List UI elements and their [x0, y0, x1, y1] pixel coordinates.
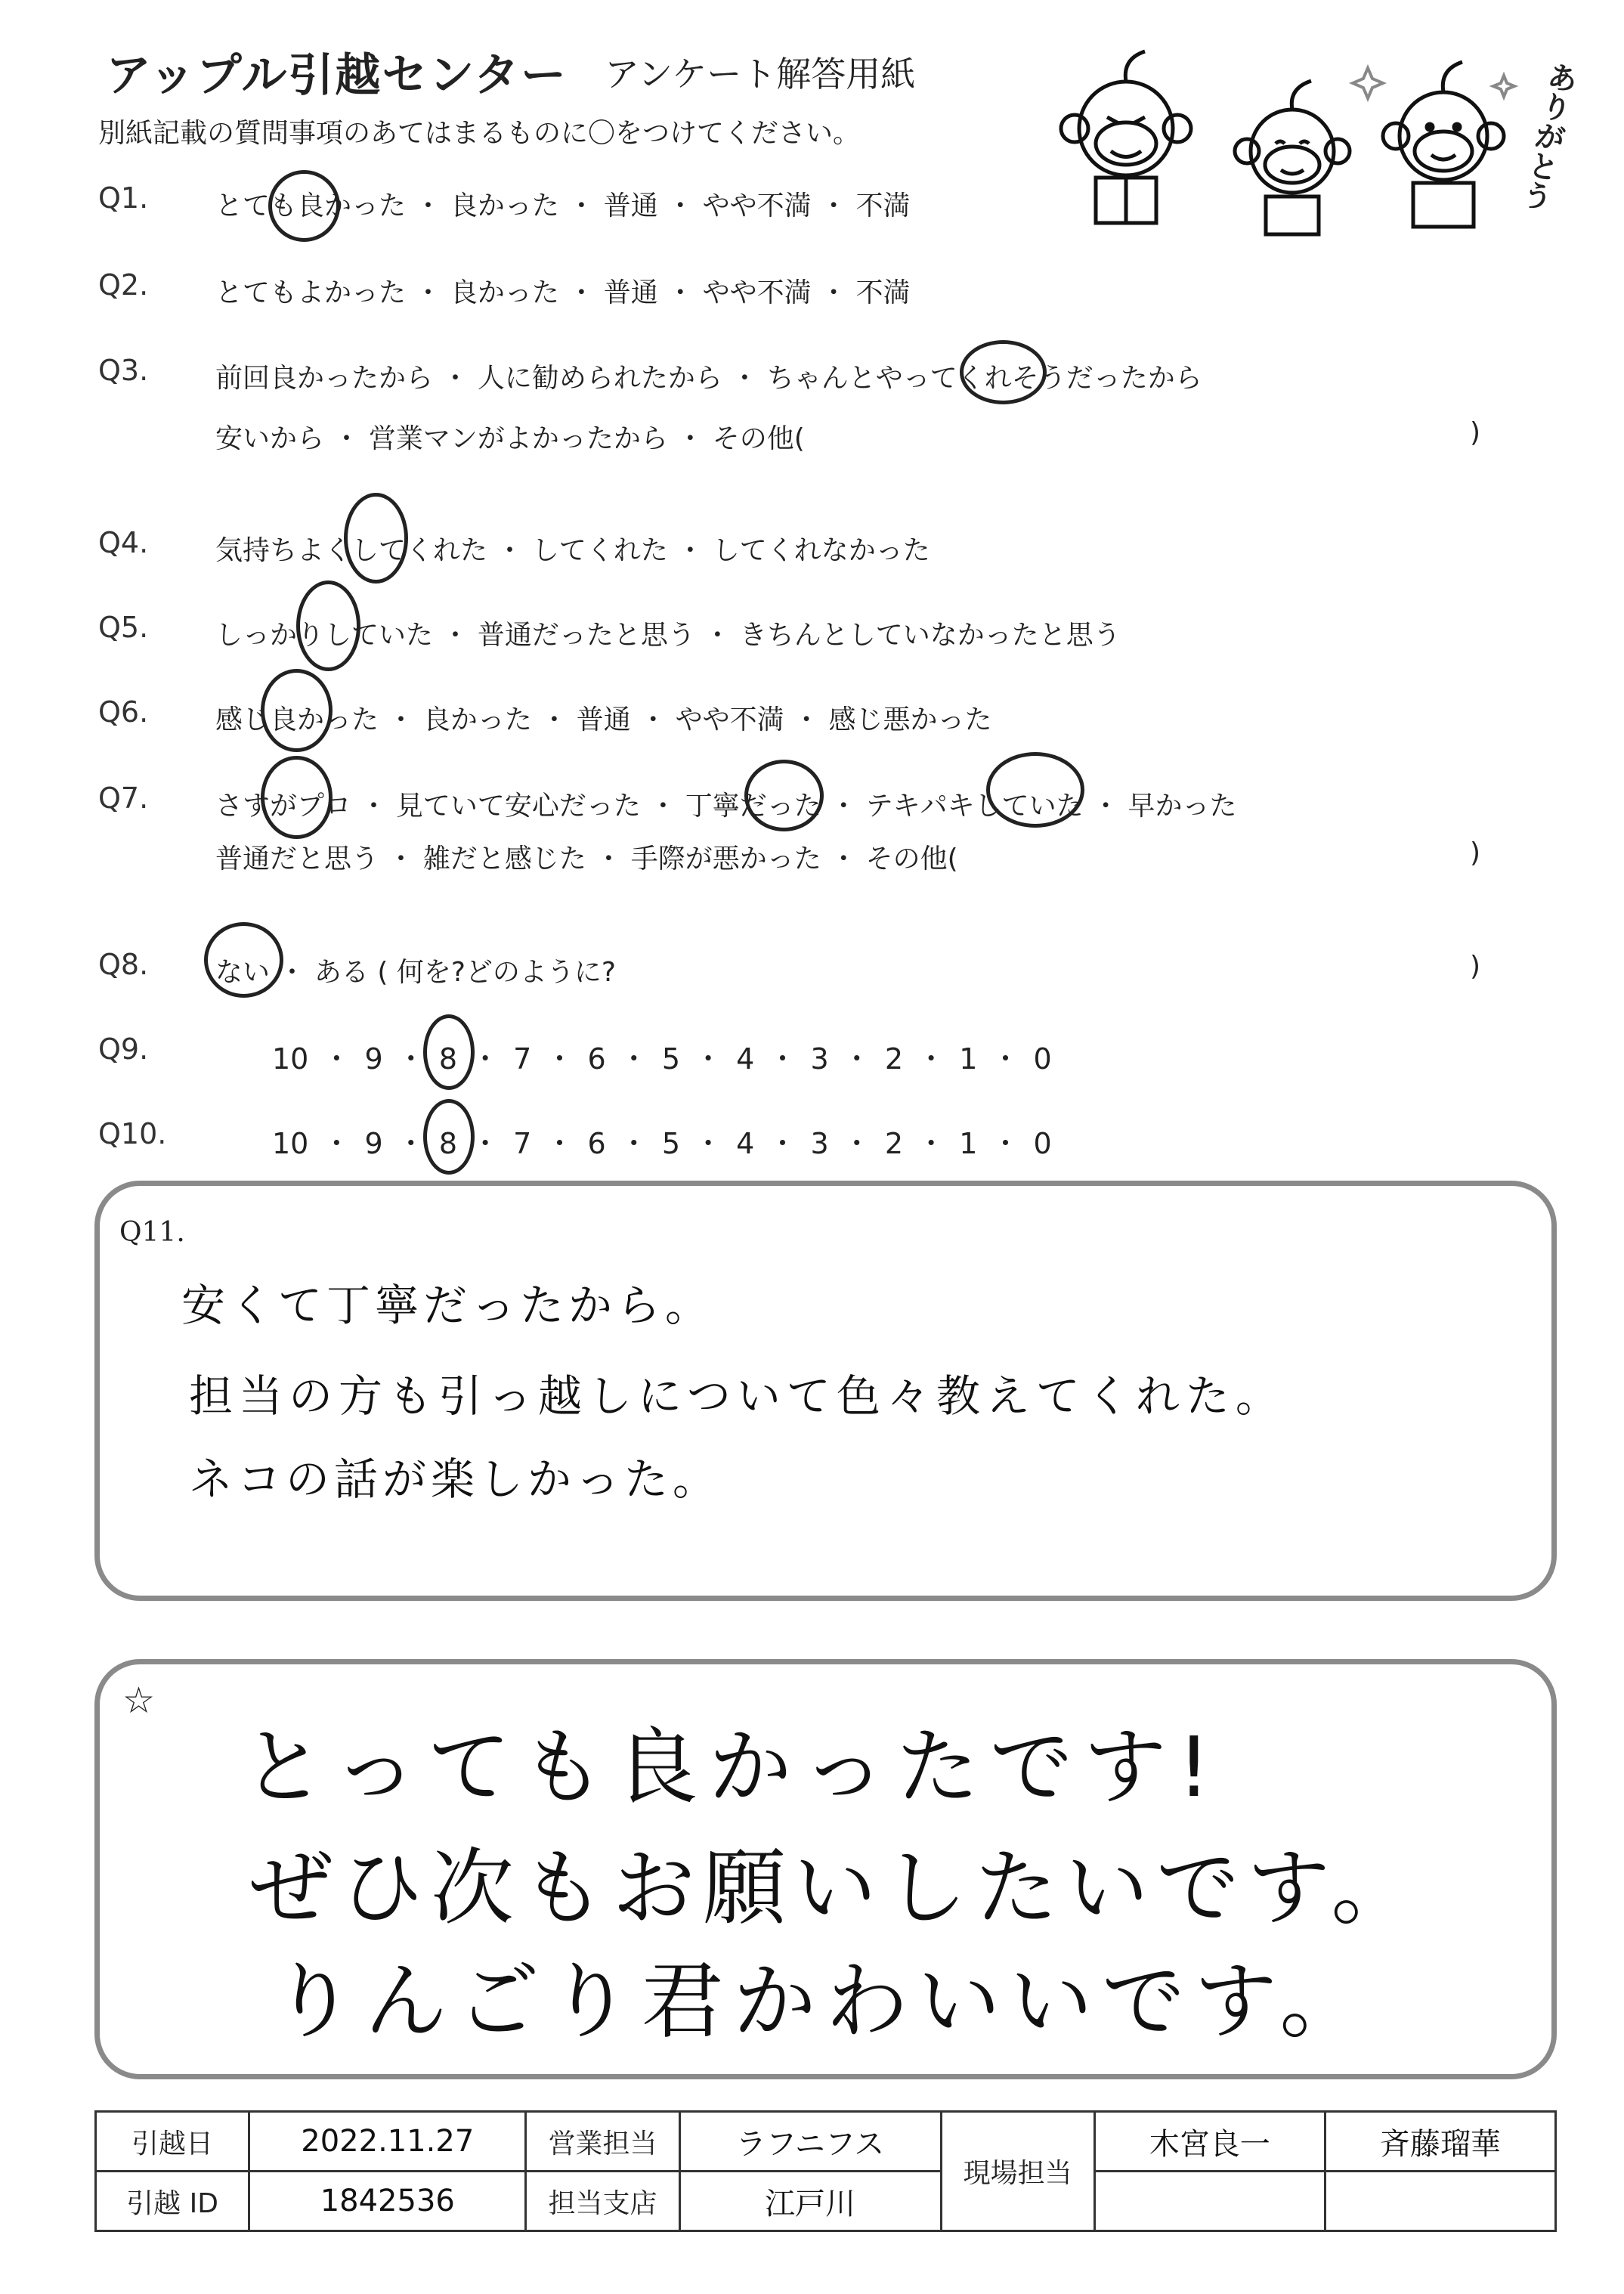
comment-line3: りんごり君かわいいです。 — [272, 1953, 1372, 2050]
q8-close-paren: ) — [1470, 951, 1481, 982]
answer-circle-q8 — [204, 922, 283, 998]
q3-options-line1: 前回良かったから ・ 人に勧められたから ・ ちゃんとやってくれそうだったから — [215, 363, 1202, 394]
q11-answer-line3: ネコの話が楽しかった。 — [189, 1453, 722, 1505]
q7-options-line1: さすがプロ ・ 見ていて安心だった ・ 丁寧だった ・ テキパキしていた ・ 早かった — [215, 791, 1237, 822]
q7-options-line2: 普通だと思う ・ 雑だと感じた ・ 手際が悪かった ・ その他( — [215, 844, 958, 875]
q11-answer-line2: 担当の方も引っ越しについて色々教えてくれた。 — [189, 1370, 1285, 1422]
q6-label: Q6. — [98, 695, 149, 729]
answer-circle-q3 — [960, 340, 1047, 404]
q2-label: Q2. — [98, 268, 149, 302]
q6-options: 感じ良かった ・ 良かった ・ 普通 ・ やや不満 ・ 感じ悪かった — [215, 704, 992, 735]
q5-options: しっかりしていた ・ 普通だったと思う ・ きちんとしていなかったと思う — [215, 620, 1121, 651]
q1-label: Q1. — [98, 181, 149, 215]
branch-value: 江戸川 — [679, 2172, 941, 2231]
site-staff-label: 現場担当 — [941, 2112, 1094, 2231]
q2-options: とてもよかった ・ 良かった ・ 普通 ・ やや不満 ・ 不満 — [215, 277, 911, 308]
answer-circle-q9 — [423, 1014, 475, 1090]
info-table — [94, 2110, 1557, 2232]
q8-options: ない ・ ある ( 何を?どのように? — [215, 957, 617, 988]
q11-label: Q11. — [119, 1217, 185, 1248]
move-date-value: 2022.11.27 — [249, 2112, 526, 2172]
comment-line1: とっても良かったです! — [242, 1719, 1221, 1816]
mascot-illustration — [1035, 45, 1581, 242]
site-staff-empty-1 — [1094, 2172, 1325, 2231]
q11-answer-line1: 安くて丁寧だったから。 — [181, 1280, 714, 1331]
q4-label: Q4. — [98, 526, 149, 559]
star-icon: ☆ — [122, 1679, 156, 1722]
answer-circle-q1 — [268, 170, 340, 242]
move-id-label: 引越 ID — [96, 2172, 249, 2231]
q10-label: Q10. — [98, 1117, 167, 1150]
q8-label: Q8. — [98, 948, 149, 981]
q3-close-paren: ) — [1470, 417, 1481, 448]
q4-options: 気持ちよくしてくれた ・ してくれた ・ してくれなかった — [215, 535, 930, 566]
q7-close-paren: ) — [1470, 837, 1481, 868]
sales-value: ラフニフス — [679, 2112, 941, 2172]
q7-label: Q7. — [98, 782, 149, 815]
answer-circle-q7-polite — [744, 760, 824, 831]
q5-label: Q5. — [98, 611, 149, 644]
answer-circle-q7-pro — [261, 756, 333, 839]
comment-line2: ぜひ次もお願いしたいです。 — [249, 1840, 1422, 1936]
q3-label: Q3. — [98, 354, 149, 387]
move-id-value: 1842536 — [249, 2172, 526, 2231]
answer-circle-q5 — [296, 580, 360, 671]
answer-circle-q4 — [344, 493, 408, 584]
company-title: アップル引越センター — [106, 49, 568, 102]
site-staff-2: 斉藤瑠華 — [1325, 2112, 1555, 2172]
branch-label: 担当支店 — [526, 2172, 679, 2231]
move-date-label: 引越日 — [96, 2112, 249, 2172]
mascot-caption: ありがとう — [1514, 58, 1581, 214]
sales-label: 営業担当 — [526, 2112, 679, 2172]
q9-scale: 10 ・ 9 ・ 8 ・ 7 ・ 6 ・ 5 ・ 4 ・ 3 ・ 2 ・ 1 ・ 0 — [272, 1042, 1052, 1076]
q1-options: とても良かった ・ 良かった ・ 普通 ・ やや不満 ・ 不満 — [215, 190, 911, 221]
answer-circle-q10 — [423, 1099, 475, 1175]
q10-scale: 10 ・ 9 ・ 8 ・ 7 ・ 6 ・ 5 ・ 4 ・ 3 ・ 2 ・ 1 ・ 0 — [272, 1127, 1052, 1160]
q3-options-line2: 安いから ・ 営業マンがよかったから ・ その他( — [215, 423, 805, 454]
site-staff-empty-2 — [1325, 2172, 1555, 2231]
q9-label: Q9. — [98, 1032, 149, 1066]
form-subtitle: アンケート解答用紙 — [605, 54, 916, 94]
answer-circle-q6 — [261, 669, 333, 752]
answer-circle-q7-brisk — [986, 752, 1084, 828]
instruction-text: 別紙記載の質問事項のあてはまるものに〇をつけてください。 — [98, 118, 861, 149]
site-staff-1: 木宮良一 — [1094, 2112, 1325, 2172]
